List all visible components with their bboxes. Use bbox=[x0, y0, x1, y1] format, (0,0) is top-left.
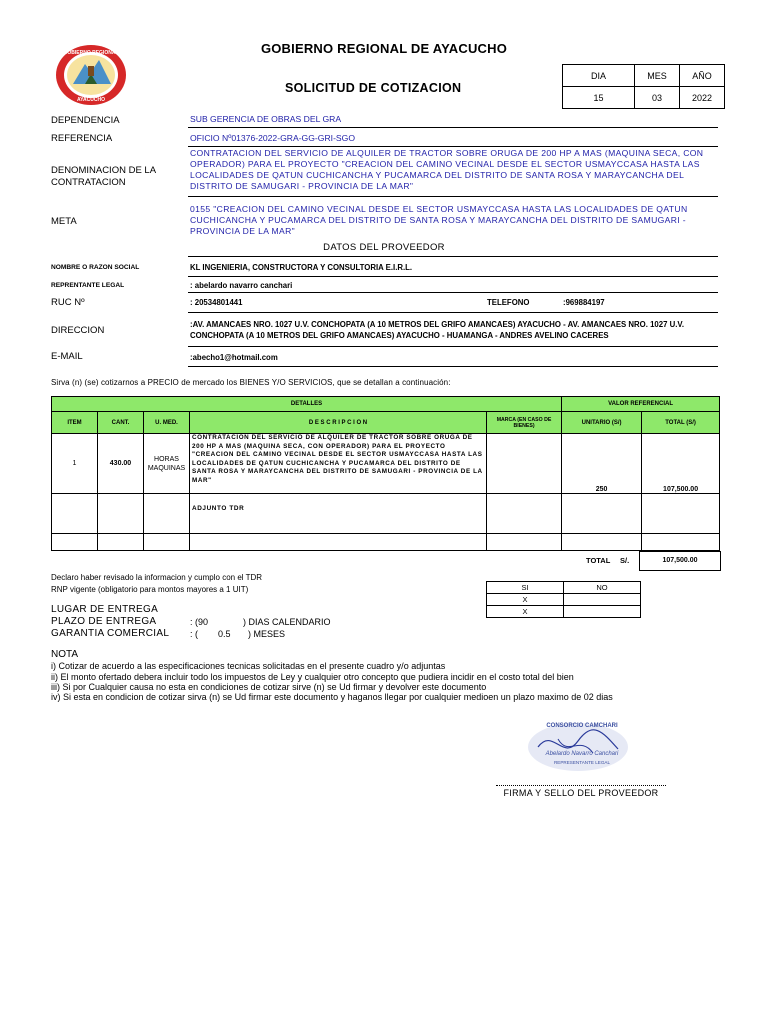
dependencia-label: DEPENDENCIA bbox=[51, 115, 120, 126]
col-marca: MARCA (EN CASO DE BIENES) bbox=[487, 412, 562, 434]
row-total: 107,500.00 bbox=[642, 434, 720, 494]
representante-label: REPRENTANTE LEGAL bbox=[51, 282, 125, 289]
col-item: ITEM bbox=[52, 412, 98, 434]
denominacion-label bbox=[51, 165, 156, 189]
garantia-value: : ( 0.5 ) MESES bbox=[190, 629, 286, 639]
mes-value: 03 bbox=[635, 87, 680, 109]
logo-text-top: GOBIERNO REGIONAL bbox=[63, 50, 119, 56]
ano-label: AÑO bbox=[680, 65, 725, 87]
email-label: E-MAIL bbox=[51, 351, 83, 362]
provider-stamp bbox=[518, 717, 646, 775]
col-total: TOTAL (S/) bbox=[642, 412, 720, 434]
no-header: NO bbox=[564, 582, 641, 594]
divider bbox=[188, 346, 718, 347]
si-header: SI bbox=[487, 582, 564, 594]
email-value: :abecho1@hotmail.com bbox=[190, 353, 278, 362]
col-cant: CANT. bbox=[98, 412, 144, 434]
stamp-title: CONSORCIO CAMCHARI bbox=[546, 723, 618, 729]
adjunto-text: ADJUNTO TDR bbox=[190, 494, 487, 534]
direccion-label: DIRECCION bbox=[51, 325, 105, 336]
mark-2: X bbox=[487, 606, 564, 618]
total-label: TOTAL bbox=[586, 556, 611, 565]
meta-value: 0155 "CREACION DEL CAMINO VECINAL DESDE EL SECTOR USMAYCCASA HASTA LAS LOCALIDADES DE QATUN CUCHICANCHA Y PUCAMARCA DEL DISTRITO DE SANTA ROSA Y MARAYCANCHA DEL DISTRITO DE SAMUGARI - PROVINCIA DE LA MAR" bbox=[190, 204, 688, 236]
logo-text-bottom: AYACUCHO bbox=[77, 97, 105, 103]
divider bbox=[188, 256, 718, 257]
ruc-label: RUC Nº bbox=[51, 297, 85, 308]
representante-value: : abelardo navarro canchari bbox=[190, 281, 293, 290]
divider bbox=[188, 276, 718, 277]
table-row bbox=[52, 494, 720, 534]
declaration-line-1: Declaro haber revisado la informacion y cumplo con el TDR bbox=[51, 573, 263, 582]
denominacion-value: CONTRATACION DEL SERVICIO DE ALQUILER DE TRACTOR SOBRE ORUGA DE 200 HP A MAS (MAQUINA SECA, CON OPERADOR) PARA EL PROYECTO "CREACION DEL CAMINO VECINAL DESDE EL SECTOR USMAYCCASA HASTA LAS LOCALIDADES DE QATUN CUCHICANCHA Y PUCAMARCA DEL DISTRITO DE SANTA ROSA Y MARAYCANCHA DEL DISTRITO DE SAMUGARI - PROVINCIA DE LA MAR" bbox=[190, 148, 704, 191]
divider bbox=[188, 292, 718, 293]
mark-1: X bbox=[487, 594, 564, 606]
notes bbox=[51, 650, 613, 702]
date-table bbox=[562, 64, 725, 109]
valor-referencial-header: VALOR REFERENCIAL bbox=[562, 397, 720, 412]
divider bbox=[188, 196, 718, 197]
row-unitario: 250 bbox=[562, 434, 642, 494]
stamp-role: REPRESENTANTE LEGAL bbox=[553, 760, 611, 765]
divider bbox=[188, 146, 718, 147]
ruc-value: : 20534801441 bbox=[190, 298, 243, 307]
row-marca bbox=[487, 434, 562, 494]
dia-label: DIA bbox=[563, 65, 635, 87]
signature-line bbox=[496, 785, 666, 786]
stamp-signer: Abelardo Navarro Canchari bbox=[545, 751, 619, 757]
datos-proveedor-title: DATOS DEL PROVEEDOR bbox=[323, 242, 445, 253]
table-row bbox=[52, 434, 720, 494]
notes-title: NOTA bbox=[51, 649, 79, 660]
meta-label: META bbox=[51, 216, 77, 227]
denominacion-label-1: DENOMINACION DE LA bbox=[51, 165, 157, 176]
dia-value: 15 bbox=[563, 87, 635, 109]
col-descripcion: D E S C R I P C I O N bbox=[190, 412, 487, 434]
garantia-label: GARANTIA COMERCIAL bbox=[51, 628, 170, 639]
intro-text: Sirva (n) (se) cotizarnos a PRECIO de mercado los BIENES Y/O SERVICIOS, que se detallan a continuación: bbox=[51, 378, 451, 387]
ano-value: 2022 bbox=[680, 87, 725, 109]
note-item: iii) Si por Cualquier causa no esta en condiciones de cotizar sirve (n) se Ud firmar y devolver este documento bbox=[51, 681, 487, 692]
note-item: i) Cotizar de acuerdo a las especificaciones tecnicas solicitadas en el presente cuadro y/o adjuntas bbox=[51, 661, 446, 672]
total-currency: S/. bbox=[620, 556, 630, 565]
telefono-value: :969884197 bbox=[563, 298, 605, 307]
lugar-label: LUGAR DE ENTREGA bbox=[51, 604, 159, 615]
grand-total: 107,500.00 bbox=[639, 551, 721, 571]
direccion-value: :AV. AMANCAES NRO. 1027 U.V. CONCHOPATA (A 10 METROS DEL GRIFO AMANCAES) AYACUCHO - AV. AMANCAES NRO. 1027 U.V. CONCHOPATA (A 10 METROS DEL GRIFO AMANCAES) AYACUCHO - HUAMANGA - ANDRES AVELINO CACERES bbox=[190, 320, 685, 340]
referencia-label: REFERENCIA bbox=[51, 133, 113, 144]
row-item: 1 bbox=[52, 434, 98, 494]
dependencia-value: SUB GERENCIA DE OBRAS DEL GRA bbox=[190, 114, 342, 124]
col-unitario: UNITARIO (S/) bbox=[562, 412, 642, 434]
table-row bbox=[52, 534, 720, 551]
note-item: ii) El monto ofertado debera incluir todo los impuestos de Ley y cualquier otro concepto que pudiera incidir en el costo total del bien bbox=[51, 671, 574, 682]
divider bbox=[188, 312, 718, 313]
plazo-label: PLAZO DE ENTREGA bbox=[51, 616, 157, 627]
nombre-label: NOMBRE O RAZON SOCIAL bbox=[51, 264, 140, 271]
declaration-line-2: RNP vigente (obligatorio para montos mayores a 1 UIT) bbox=[51, 585, 249, 594]
mes-label: MES bbox=[635, 65, 680, 87]
row-cant: 430.00 bbox=[98, 434, 144, 494]
divider bbox=[188, 366, 718, 367]
row-descripcion: CONTRATACION DEL SERVICIO DE ALQUILER DE TRACTOR SOBRE ORUGA DE 200 HP A MAS (MAQUINA SECA, CON OPERADOR) PARA EL PROYECTO "CREACION DEL CAMINO VECINAL DESDE EL SECTOR USMAYCCASA HASTA LAS LOCALIDADES DE QATUN CUCHICANCHA Y PUCAMARCA DEL DISTRITO DE SANTA ROSA Y MARAYCANCHA DEL DISTRITO DE SAMUGARI - PROVINCIA DE LA MAR" bbox=[190, 434, 487, 494]
si-no-table bbox=[486, 581, 641, 618]
divider bbox=[188, 127, 718, 128]
telefono-label: TELEFONO bbox=[487, 298, 530, 307]
note-item: iv) Si esta en condicion de cotizar sirva (n) se Ud firmar este documento y haganos llegar por cualquier medioen un plazo maximo de 02 dias bbox=[51, 692, 613, 703]
denominacion-label-2: CONTRATACION bbox=[51, 177, 126, 188]
gov-title: GOBIERNO REGIONAL DE AYACUCHO bbox=[260, 41, 508, 56]
referencia-value: OFICIO Nº01376-2022-GRA-GG-GRI-SGO bbox=[190, 133, 356, 143]
plazo-value: : (90 ) DIAS CALENDARIO bbox=[190, 617, 331, 627]
doc-title: SOLICITUD DE COTIZACION bbox=[285, 81, 462, 95]
col-umed: U. MED. bbox=[144, 412, 190, 434]
detalles-header: DETALLES bbox=[52, 397, 562, 412]
nombre-value: KL INGENIERIA, CONSTRUCTORA Y CONSULTORIA E.I.R.L. bbox=[190, 263, 413, 272]
row-umed: HORAS MAQUINAS bbox=[144, 434, 190, 494]
items-table bbox=[51, 396, 720, 551]
signature-caption: FIRMA Y SELLO DEL PROVEEDOR bbox=[503, 788, 659, 798]
